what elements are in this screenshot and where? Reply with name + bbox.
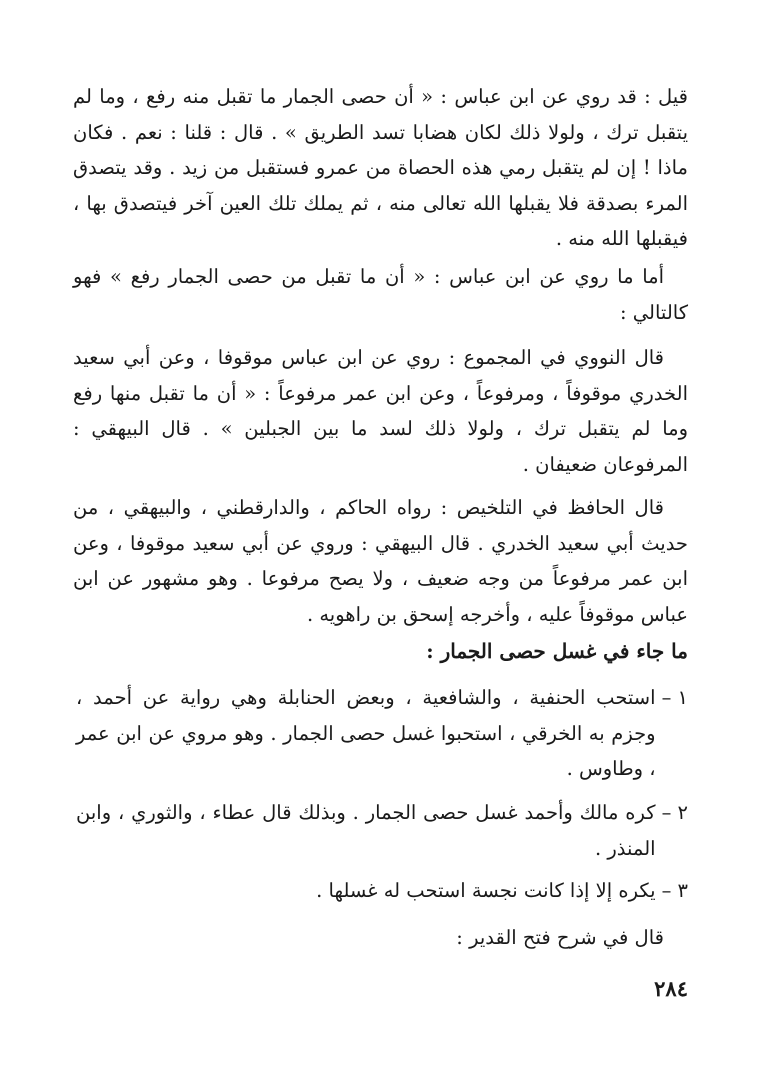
paragraph-4: قال الحافظ في التلخيص : رواه الحاكم ، والدارقطني ، والبيهقي ، من حديث أبي سعيد الخدري . قال البيهقي : وروي عن أبي سعيد موقوفا ، وعن ابن عمر مرفوعاً من وجه ضعيف ، ولا يصح مرفوعا . وهو مشهور عن ابن عباس موقوفاً عليه ، وأخرجه إسحق بن راهويه . [73,496,688,626]
list-item-2 [76,795,688,866]
list-number: ٣ – [661,879,688,902]
closing-line: قال في شرح فتح القدير : [456,926,664,949]
paragraph-2: أما ما روي عن ابن عباس : « أن ما تقبل من حصى الجمار رفع » فهو كالتالي : [73,265,688,324]
paragraph-3: قال النووي في المجموع : روي عن ابن عباس موقوفا ، وعن أبي سعيد الخدري موقوفاً ، ومرفوعاً ، وعن ابن عمر مرفوعاً : « أن ما تقبل منها رفع وما لم يتقبل ترك ، ولولا ذلك لسد ما بين الجبلين » . قال البيهقي : المرفوعان ضعيفان . [73,346,688,476]
list-number: ١ – [661,686,688,709]
paragraph-1: قيل : قد روي عن ابن عباس : « أن حصى الجمار ما تقبل منه رفع ، وما لم يتقبل ترك ، ولولا ذلك لكان هضابا تسد الطريق » . قال : قلنا : نعم . فكان ماذا ! إن لم يتقبل رمي هذه الحصاة من عمرو فستقبل من زيد . وقد يتصدق المرء بصدقة فلا يقبلها الله تعالى منه ، ثم يملك تلك العين آخر فيتصدق بها ، فيقبلها الله منه . [73,85,688,250]
list-number: ٢ – [661,801,688,824]
list-text: كره مالك وأحمد غسل حصى الجمار . وبذلك قال عطاء ، والثوري ، وابن المنذر . [76,801,656,860]
list-text: استحب الحنفية ، والشافعية ، وبعض الحنابلة وهي رواية عن أحمد ، وجزم به الخرقي ، استحبوا غسل حصى الجمار . وهو مروي عن ابن عمر ، وطاوس . [76,686,656,780]
section-heading: ما جاء في غسل حصى الجمار : [426,639,688,663]
list-item-1 [76,680,688,787]
list-item-3 [76,873,688,909]
list-text: يكره إلا إذا كانت نجسة استحب له غسلها . [316,879,656,902]
page-number: ٢٨٤ [654,976,688,1001]
